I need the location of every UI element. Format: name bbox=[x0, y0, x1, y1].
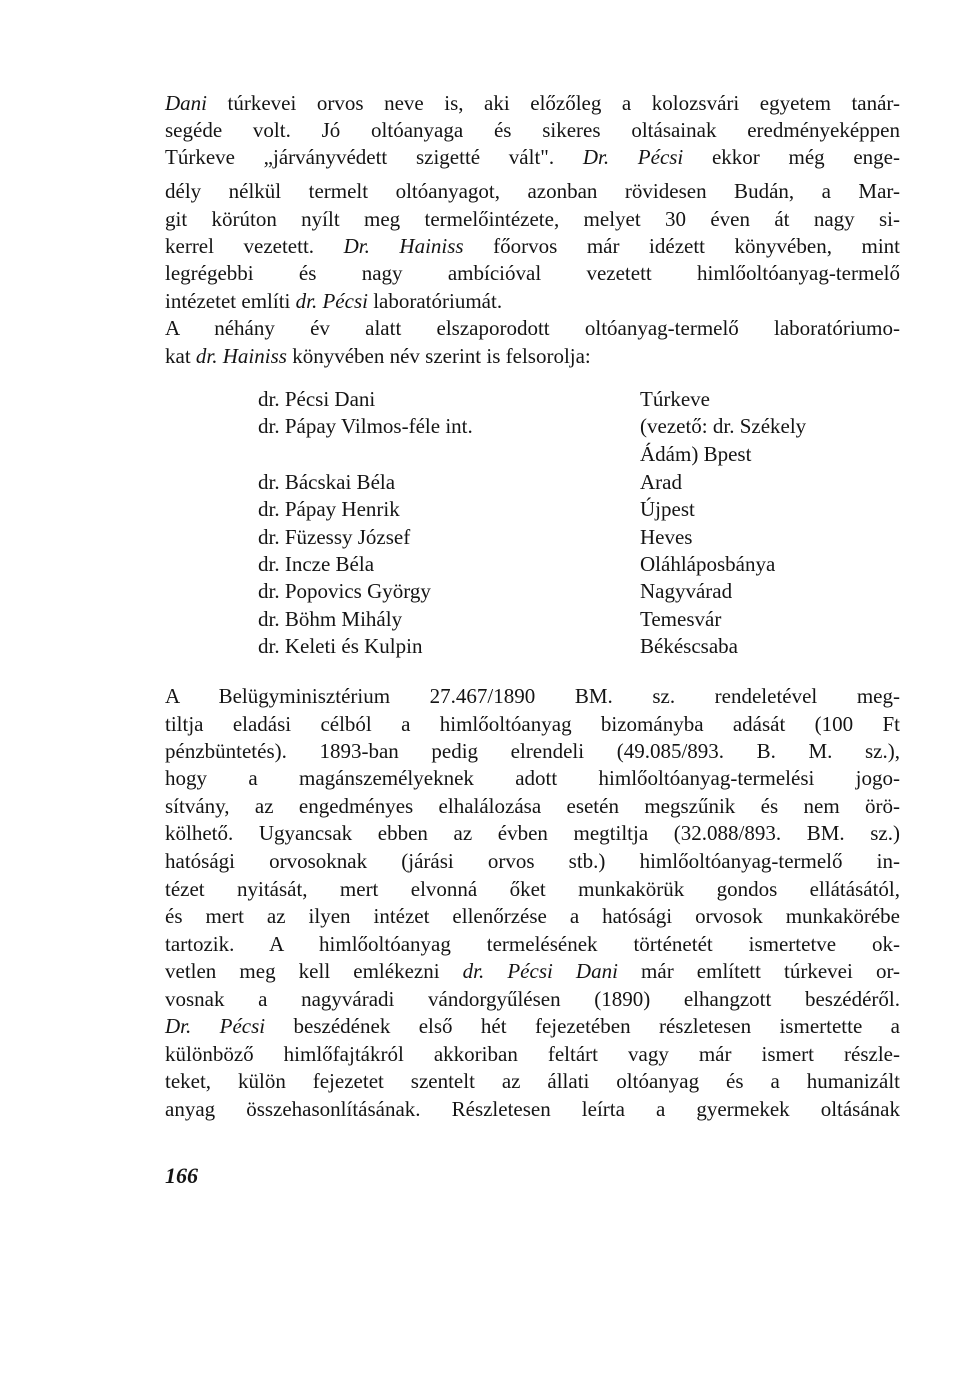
text-line bbox=[165, 288, 900, 315]
text-run: pénzbüntetés). 1893-ban pedig elrendeli (49.085/893. B. M. sz.), bbox=[165, 739, 900, 763]
text-run: A Belügyminisztérium 27.467/1890 BM. sz. rendeletével meg- bbox=[165, 684, 900, 708]
text-run: már említett túrkevei or- bbox=[617, 959, 901, 983]
text-run: tiltja eladási célból a himlőoltóanyag bizományba adását (100 Ft bbox=[165, 712, 900, 736]
lab-name: dr. Keleti és Kulpin bbox=[258, 634, 423, 658]
text-line bbox=[165, 683, 900, 710]
text-line bbox=[165, 765, 900, 792]
lab-place: Oláhláposbánya bbox=[640, 552, 776, 576]
italic-text-run: Dr. Hainiss bbox=[343, 234, 464, 258]
italic-text-run: dr. Pécsi Dani bbox=[462, 959, 618, 983]
lab-name: dr. Pápay Henrik bbox=[258, 497, 400, 521]
text-run: tartozik. A himlőoltóanyag termelésének történetét ismertetve ok- bbox=[165, 932, 900, 956]
lab-place: (vezető: dr. Székely bbox=[640, 414, 807, 438]
text-line bbox=[165, 117, 900, 144]
italic-text-run: dr. Pécsi bbox=[295, 289, 368, 313]
text-run: teket, külön fejezetet szentelt az állati oltóanyag és a humanizált bbox=[165, 1069, 900, 1093]
italic-text-run: Dr. Pécsi bbox=[582, 145, 684, 169]
text-run: hatósági orvosoknak (járási orvos stb.) himlőoltóanyag-termelő in- bbox=[165, 849, 900, 873]
text-run: főorvos már idézett könyvében, mint bbox=[463, 234, 900, 258]
text-line bbox=[165, 711, 900, 738]
text-line bbox=[165, 986, 900, 1013]
text-run: beszédének első hét fejezetében részletesen ismertette a bbox=[265, 1014, 900, 1038]
lab-place: Nagyvárad bbox=[640, 579, 733, 603]
text-line bbox=[165, 1096, 900, 1123]
lab-place: Ádám) Bpest bbox=[640, 442, 752, 466]
lab-place: Túrkeve bbox=[640, 387, 710, 411]
text-run: intézetet említi bbox=[165, 289, 296, 313]
text-run: és mert az ilyen intézet ellenőrzése a hatósági orvosok munkakörébe bbox=[165, 904, 900, 928]
text-line bbox=[165, 931, 900, 958]
text-run: Túrkeve „járványvédett szigetté vált". bbox=[165, 145, 583, 169]
text-run: anyag összehasonlításának. Részletesen leírta a gyermekek oltásának bbox=[165, 1097, 900, 1121]
text-run: segéde volt. Jó oltóanyaga és sikeres oltásainak eredményeképpen bbox=[165, 118, 900, 142]
lab-place: Temesvár bbox=[640, 607, 722, 631]
text-line: A néhány év alatt elszaporodott oltóanyag-termelő laboratóriumo- bbox=[165, 316, 900, 340]
lab-name: dr. Incze Béla bbox=[258, 552, 375, 576]
text-line bbox=[165, 876, 900, 903]
lab-name: dr. Pécsi Dani bbox=[258, 387, 376, 411]
text-run: könyvében név szerint is felsorolja: bbox=[286, 344, 591, 368]
text-run: legrégebbi és nagy ambícióval vezetett himlőoltóanyag-termelő bbox=[165, 261, 900, 285]
lab-place: Arad bbox=[640, 470, 682, 494]
author-name: dr. Hainiss bbox=[195, 344, 287, 368]
text-line bbox=[165, 90, 900, 117]
text-line bbox=[165, 233, 900, 260]
text-line bbox=[165, 1068, 900, 1095]
text-run: laboratóriumát. bbox=[367, 289, 503, 313]
lab-name: dr. Füzessy József bbox=[258, 525, 411, 549]
text-line bbox=[165, 1013, 900, 1040]
lab-place: Békéscsaba bbox=[640, 634, 738, 658]
text-run: sítvány, az engedményes elhalálozása esetén megszűnik és nem örö- bbox=[165, 794, 900, 818]
text-run: túrkevei orvos neve is, aki előzőleg a kolozsvári egyetem tanár- bbox=[207, 91, 900, 115]
lab-place: Újpest bbox=[640, 497, 695, 521]
text-line bbox=[165, 793, 900, 820]
lab-name: dr. Popovics György bbox=[258, 579, 431, 603]
text-run: vetlen meg kell emlékezni bbox=[165, 959, 463, 983]
text-line bbox=[165, 820, 900, 847]
text-line bbox=[165, 260, 900, 287]
text-line bbox=[165, 144, 900, 171]
lab-place: Heves bbox=[640, 525, 693, 549]
lab-name: dr. Böhm Mihály bbox=[258, 607, 403, 631]
text-run: git körúton nyílt meg termelőintézete, melyet 30 éven át nagy si- bbox=[165, 207, 900, 231]
text-line bbox=[165, 206, 900, 233]
text-line bbox=[165, 738, 900, 765]
lab-name: dr. Pápay Vilmos-féle int. bbox=[258, 414, 473, 438]
lab-name: dr. Bácskai Béla bbox=[258, 470, 396, 494]
text-run: kat bbox=[165, 344, 196, 368]
italic-text-run: Dr. Pécsi bbox=[165, 1014, 266, 1038]
text-run: hogy a magánszemélyeknek adott himlőoltóanyag-termelési jogo- bbox=[165, 766, 900, 790]
text-run: tézet nyitását, mert elvonná őket munkakörük gondos ellátásától, bbox=[165, 877, 900, 901]
text-run: kölhető. Ugyancsak ebben az évben megtiltja (32.088/893. BM. sz.) bbox=[165, 821, 900, 845]
italic-text-run: Dani bbox=[165, 91, 207, 115]
text-line bbox=[165, 903, 900, 930]
text-run: ekkor még enge- bbox=[683, 145, 900, 169]
text-line bbox=[165, 958, 900, 985]
text-run: különböző himlőfajtákról akkoriban feltárt vagy már ismert részle- bbox=[165, 1042, 900, 1066]
text-line bbox=[165, 178, 900, 205]
text-line bbox=[165, 343, 900, 370]
page-number: 166 bbox=[165, 1163, 198, 1188]
text-run: dély nélkül termelt oltóanyagot, azonban rövidesen Budán, a Mar- bbox=[165, 179, 900, 203]
text-line bbox=[165, 848, 900, 875]
text-run: kerrel vezetett. bbox=[165, 234, 344, 258]
text-line bbox=[165, 1041, 900, 1068]
text-run: vosnak a nagyváradi vándorgyűlésen (1890) elhangzott beszédéről. bbox=[165, 987, 900, 1011]
